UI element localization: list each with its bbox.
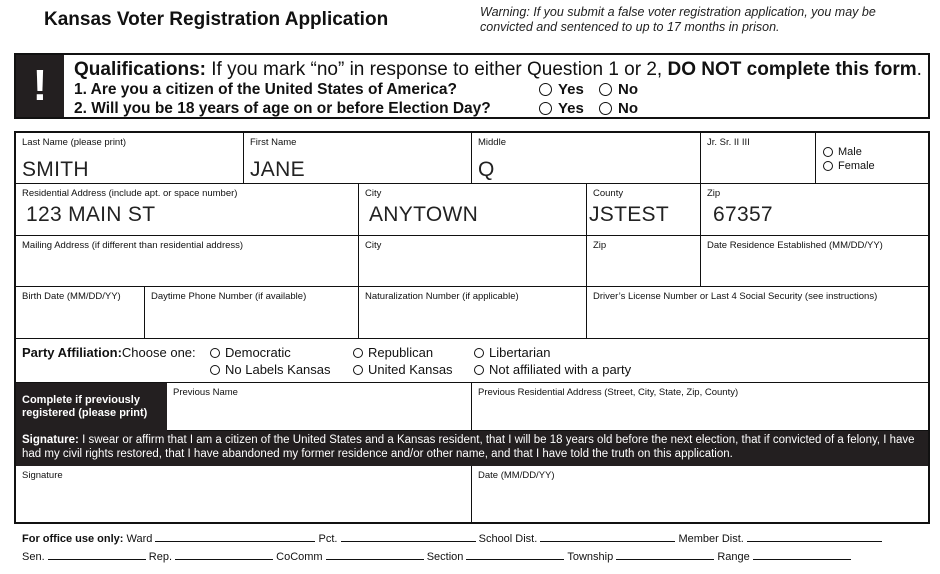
party-label-bold: Party Affiliation: [22, 345, 122, 360]
signature-oath-text [16, 431, 928, 463]
last-name-label: Last Name (please print) [22, 137, 127, 148]
ward-line[interactable] [155, 532, 315, 542]
birth-date-label: Birth Date (MM/DD/YY) [22, 291, 121, 302]
qualifications-text: If you mark “no” in response to either Question 1 or 2, [205, 59, 668, 80]
signature-date-field[interactable] [472, 466, 928, 522]
first-name-label: First Name [250, 137, 297, 148]
party-option-label: Not affiliated with a party [489, 362, 632, 377]
party-option-label: Libertarian [489, 345, 551, 360]
residence-date-field[interactable] [701, 236, 928, 287]
previous-address-label: Previous Residential Address (Street, City, State, Zip, County) [478, 387, 739, 398]
previous-name-field[interactable] [167, 383, 472, 431]
birth-date-field[interactable] [16, 287, 145, 339]
citizen-no-label: No [618, 81, 638, 98]
radio-circle-icon[interactable] [539, 83, 552, 96]
section-label: Section [426, 551, 464, 563]
signature-oath-box [16, 431, 928, 466]
citizen-no-option[interactable] [599, 81, 638, 98]
rep-label: Rep. [148, 551, 173, 563]
school-dist-line[interactable] [540, 532, 675, 542]
radio-circle-icon[interactable] [599, 102, 612, 115]
suffix-field[interactable] [701, 133, 816, 184]
citizen-question: 1. Are you a citizen of the United States of America? [74, 81, 457, 98]
qualifications-emphasis: DO NOT complete this form [667, 59, 917, 80]
township-line[interactable] [616, 550, 714, 560]
radio-circle-icon[interactable] [474, 365, 484, 375]
male-option[interactable] [823, 146, 862, 158]
age-yes-label: Yes [558, 100, 584, 117]
previous-name-label: Previous Name [173, 387, 238, 398]
qualifications-heading [74, 59, 922, 81]
radio-circle-icon[interactable] [210, 348, 220, 358]
residential-address-label: Residential Address (include apt. or space number) [22, 188, 238, 199]
residential-zip-label: Zip [707, 188, 721, 199]
radio-circle-icon[interactable] [353, 365, 363, 375]
qualifications-label: Qualifications: [74, 59, 206, 80]
party-option-label: Republican [368, 345, 434, 360]
residential-zip-value: 67357 [713, 203, 773, 226]
school-dist-label: School Dist. [478, 533, 538, 545]
county-label: County [593, 188, 624, 199]
rep-line[interactable] [175, 550, 273, 560]
residential-city-value: ANYTOWN [369, 203, 479, 226]
female-option[interactable] [823, 160, 875, 172]
party-option-unaffiliated[interactable] [474, 362, 631, 377]
middle-name-value: Q [478, 158, 495, 181]
cocomm-label: CoComm [276, 551, 323, 563]
gender-field [816, 133, 928, 184]
age-no-option[interactable] [599, 100, 638, 117]
township-label: Township [567, 551, 614, 563]
qualifications-section [14, 53, 930, 119]
middle-name-field[interactable] [472, 133, 701, 184]
member-dist-line[interactable] [747, 532, 882, 542]
age-no-label: No [618, 100, 638, 117]
last-name-field[interactable] [16, 133, 244, 184]
citizen-yes-label: Yes [558, 81, 584, 98]
mailing-zip-label: Zip [593, 240, 607, 251]
radio-circle-icon[interactable] [823, 161, 833, 171]
office-use-label: For office use only: [22, 533, 124, 545]
residential-address-field[interactable] [16, 184, 359, 236]
previous-registration-box: Complete if previously registered (please print) [16, 383, 167, 431]
party-option-label: United Kansas [368, 362, 453, 377]
signature-label: Signature [22, 470, 63, 481]
party-label [22, 345, 196, 360]
age-question: 2. Will you be 18 years of age on or before Election Day? [74, 100, 491, 117]
male-label: Male [838, 146, 862, 158]
range-line[interactable] [753, 550, 851, 560]
section-line[interactable] [466, 550, 564, 560]
phone-label: Daytime Phone Number (if available) [151, 291, 307, 302]
party-option-republican[interactable] [353, 345, 433, 360]
mailing-address-field[interactable] [16, 236, 359, 287]
age-yes-option[interactable] [539, 100, 584, 117]
naturalization-field[interactable] [359, 287, 587, 339]
party-option-no-labels[interactable] [210, 362, 331, 377]
party-choose: Choose one: [121, 345, 196, 360]
exclamation-icon: ! [16, 55, 64, 117]
party-option-democratic[interactable] [210, 345, 291, 360]
party-option-label: No Labels Kansas [225, 362, 331, 377]
signature-oath-title: Signature: [22, 434, 79, 446]
radio-circle-icon[interactable] [474, 348, 484, 358]
license-field[interactable] [587, 287, 928, 339]
residential-zip-field[interactable] [701, 184, 928, 236]
form-title: Kansas Voter Registration Application [44, 9, 389, 30]
mailing-city-field[interactable] [359, 236, 587, 287]
qualifications-period: . [916, 59, 922, 80]
residential-city-field[interactable] [359, 184, 587, 236]
first-name-value: JANE [250, 158, 305, 181]
range-label: Range [717, 551, 750, 563]
residential-city-label: City [365, 188, 382, 199]
pct-line[interactable] [341, 532, 476, 542]
suffix-label: Jr. Sr. II III [707, 137, 750, 148]
phone-field[interactable] [145, 287, 359, 339]
mailing-zip-field[interactable] [587, 236, 701, 287]
radio-circle-icon[interactable] [539, 102, 552, 115]
citizen-yes-option[interactable] [539, 81, 584, 98]
mailing-address-label: Mailing Address (if different than residential address) [22, 240, 244, 251]
registration-form [14, 131, 930, 524]
license-label: Driver’s License Number or Last 4 Social Security (see instructions) [593, 291, 878, 302]
party-option-libertarian[interactable] [474, 345, 550, 360]
signature-date-label: Date (MM/DD/YY) [478, 470, 555, 481]
residential-address-value: 123 MAIN ST [26, 203, 156, 226]
last-name-value: SMITH [22, 158, 89, 181]
party-option-united-kansas[interactable] [353, 362, 453, 377]
radio-circle-icon[interactable] [353, 348, 363, 358]
office-use-row-2 [22, 550, 851, 563]
sen-label: Sen. [22, 551, 45, 563]
office-use-row-1 [22, 532, 882, 545]
county-field[interactable] [587, 184, 701, 236]
signature-field[interactable] [16, 466, 472, 522]
pct-label: Pct. [318, 533, 338, 545]
radio-circle-icon[interactable] [599, 83, 612, 96]
naturalization-label: Naturalization Number (if applicable) [365, 291, 519, 302]
mailing-city-label: City [365, 240, 382, 251]
residence-date-label: Date Residence Established (MM/DD/YY) [707, 240, 883, 251]
previous-address-field[interactable] [472, 383, 928, 431]
county-value: JSTEST [589, 203, 669, 226]
sen-line[interactable] [48, 550, 146, 560]
ward-label: Ward [123, 533, 153, 545]
female-label: Female [838, 160, 875, 172]
cocomm-line[interactable] [326, 550, 424, 560]
first-name-field[interactable] [244, 133, 472, 184]
radio-circle-icon[interactable] [210, 365, 220, 375]
radio-circle-icon[interactable] [823, 147, 833, 157]
party-affiliation-section [16, 339, 928, 383]
member-dist-label: Member Dist. [678, 533, 744, 545]
perjury-warning: Warning: If you submit a false voter registration application, you may be convicted and sentenced to up to 17 months in prison. [480, 5, 876, 34]
signature-oath-body: I swear or affirm that I am a citizen of the United States and a Kansas resident, that I will be 18 years old before the next election, that if convicted of a felony, I have had my civil rights restored, that I have abandoned my former residence and/or other name, and that I have told the truth on this application. [22, 434, 915, 460]
party-option-label: Democratic [225, 345, 291, 360]
middle-name-label: Middle [478, 137, 506, 148]
